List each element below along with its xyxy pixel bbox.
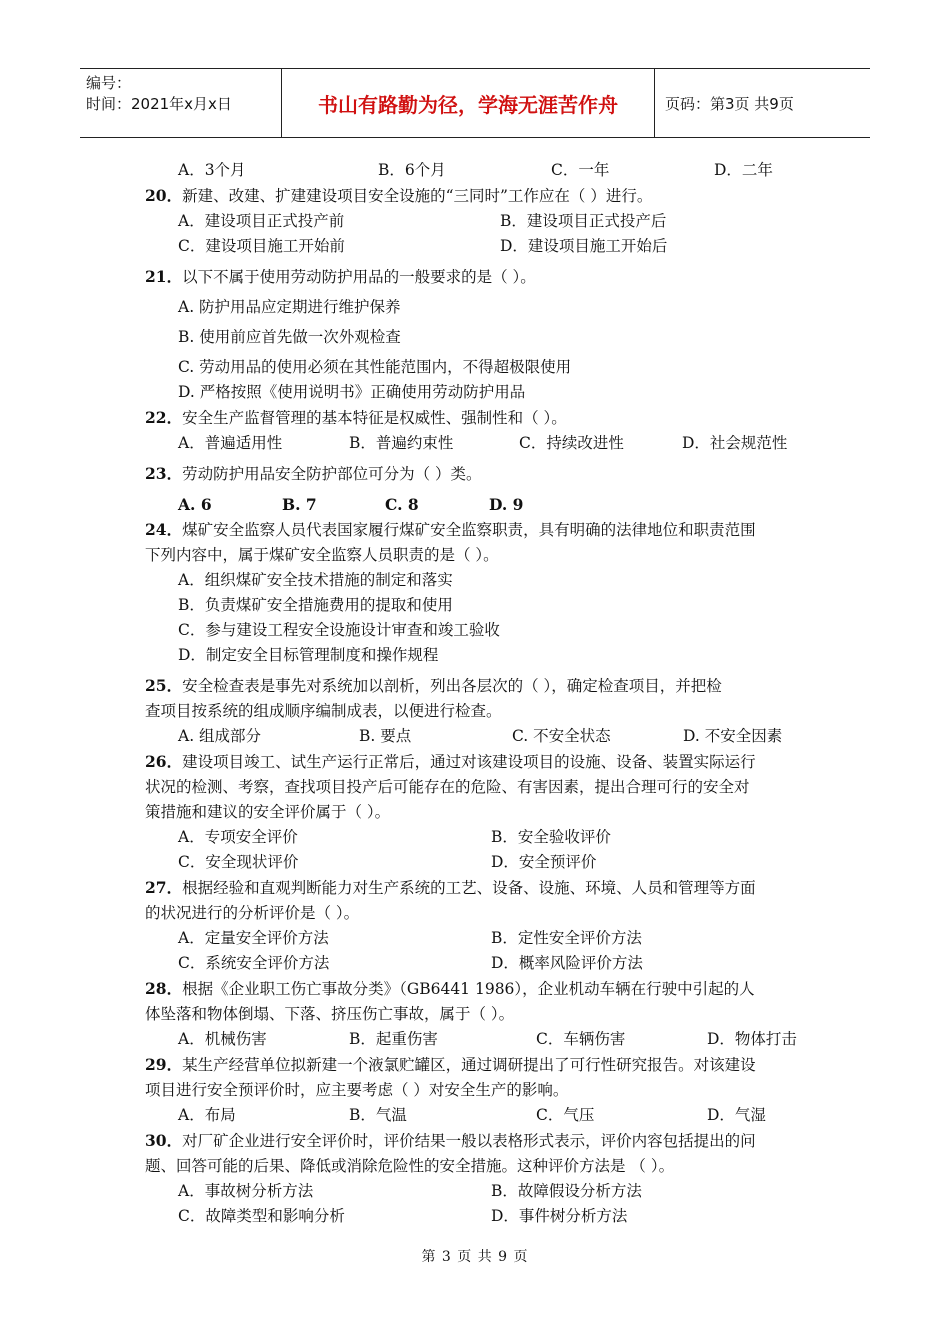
question-text: 建设项目竣工、试生产运行正常后，通过对该建设项目的设施、设备、装置实际运行 bbox=[182, 753, 756, 771]
q26-options-row2 bbox=[145, 850, 815, 875]
document-date: 时间：2021年x月x日 bbox=[86, 95, 232, 113]
option-c: C．一年 bbox=[551, 161, 610, 179]
option-a: A．普遍适用性 bbox=[178, 434, 283, 452]
document-number-label: 编号： bbox=[86, 74, 132, 92]
q25-stem-line2: 查项目按系统的组成顺序编制成表，以便进行检查。 bbox=[145, 702, 502, 720]
option-b: B．气温 bbox=[349, 1106, 407, 1124]
q26-stem-line3: 策措施和建议的安全评价属于（ ）。 bbox=[145, 803, 391, 821]
q24-stem-line1 bbox=[145, 517, 815, 543]
option-b: B．定性安全评价方法 bbox=[491, 929, 642, 947]
option-c: C．气压 bbox=[536, 1106, 595, 1124]
option-a: A．机械伤害 bbox=[178, 1030, 267, 1048]
q20-options-row1 bbox=[145, 209, 815, 234]
q28-stem-line1 bbox=[145, 976, 815, 1002]
question-list bbox=[145, 158, 815, 1229]
q29-options bbox=[145, 1103, 815, 1128]
q24-option-a: A．组织煤矿安全技术措施的制定和落实 bbox=[178, 571, 453, 589]
question-number: 20． bbox=[145, 186, 183, 205]
question-text: 安全生产监督管理的基本特征是权威性、强制性和（ ）。 bbox=[182, 409, 567, 427]
q21-option-c: C. 劳动用品的使用必须在其性能范围内，不得超极限使用 bbox=[178, 358, 572, 376]
page-footer: 第 3 页 共 9 页 bbox=[421, 1249, 529, 1265]
option-a: A．事故树分析方法 bbox=[178, 1182, 314, 1200]
question-text: 根据《企业职工伤亡事故分类》（GB6441 1986），企业机动车辆在行驶中引起的人 bbox=[182, 980, 755, 998]
header-motto: 书山有路勤为径，学海无涯苦作舟 bbox=[282, 69, 655, 137]
option-d: D．气湿 bbox=[707, 1106, 766, 1124]
option-d: D. 不安全因素 bbox=[683, 727, 783, 745]
option-a: A．布局 bbox=[178, 1106, 236, 1124]
option-b: B．安全验收评价 bbox=[491, 828, 611, 846]
option-d: D．社会规范性 bbox=[682, 434, 788, 452]
q22-options bbox=[145, 431, 815, 456]
option-d: D．物体打击 bbox=[707, 1030, 797, 1048]
question-number: 22． bbox=[145, 408, 183, 427]
q19-options bbox=[145, 158, 815, 183]
option-c: C. 不安全状态 bbox=[512, 727, 611, 745]
q27-stem-line1 bbox=[145, 875, 815, 901]
question-text: 煤矿安全监察人员代表国家履行煤矿安全监察职责，具有明确的法律地位和职责范围 bbox=[182, 521, 756, 539]
question-number: 26． bbox=[145, 752, 183, 771]
option-b: B．6个月 bbox=[378, 161, 446, 179]
option-a: A. 6 bbox=[178, 495, 212, 514]
q22-stem bbox=[145, 405, 815, 431]
question-number: 23． bbox=[145, 464, 183, 483]
question-text: 根据经验和直观判断能力对生产系统的工艺、设备、设施、环境、人员和管理等方面 bbox=[182, 879, 756, 897]
option-b: B．建设项目正式投产后 bbox=[500, 212, 667, 230]
q28-stem-line2: 体坠落和物体倒塌、下落、挤压伤亡事故，属于（ ）。 bbox=[145, 1005, 515, 1023]
q26-stem-line2: 状况的检测、考察，查找项目投产后可能存在的危险、有害因素，提出合理可行的安全对 bbox=[145, 778, 750, 796]
question-number: 24． bbox=[145, 520, 183, 539]
option-d: D．安全预评价 bbox=[491, 853, 597, 871]
q30-options-row2 bbox=[145, 1204, 815, 1229]
question-number: 21． bbox=[145, 267, 183, 286]
option-d: D．建设项目施工开始后 bbox=[500, 237, 668, 255]
q27-options-row2 bbox=[145, 951, 815, 976]
page-header bbox=[80, 68, 870, 138]
q24-stem-line2: 下列内容中，属于煤矿安全监察人员职责的是（ ）。 bbox=[145, 546, 499, 564]
question-number: 25． bbox=[145, 676, 183, 695]
option-a: A．定量安全评价方法 bbox=[178, 929, 329, 947]
option-c: C．故障类型和影响分析 bbox=[178, 1207, 345, 1225]
q30-stem-line2: 题、回答可能的后果、降低或消除危险性的安全措施。这种评价方法是 （ ）。 bbox=[145, 1157, 675, 1175]
q21-option-a: A. 防护用品应定期进行维护保养 bbox=[178, 298, 401, 316]
q26-stem-line1 bbox=[145, 749, 815, 775]
option-c: C．系统安全评价方法 bbox=[178, 954, 330, 972]
q21-stem bbox=[145, 264, 815, 290]
header-meta bbox=[80, 69, 282, 137]
question-number: 28． bbox=[145, 979, 183, 998]
header-page-info: 页码：第3页 共9页 bbox=[665, 94, 794, 113]
q23-stem bbox=[145, 461, 815, 487]
question-text: 某生产经营单位拟新建一个液氯贮罐区，通过调研提出了可行性研究报告。对该建设 bbox=[182, 1056, 756, 1074]
option-c: C．建设项目施工开始前 bbox=[178, 237, 345, 255]
q27-stem-line2: 的状况进行的分析评价是（ ）。 bbox=[145, 904, 360, 922]
question-text: 安全检查表是事先对系统加以剖析，列出各层次的（ ），确定检查项目，并把检 bbox=[182, 677, 722, 695]
option-b: B．故障假设分析方法 bbox=[491, 1182, 642, 1200]
q23-options bbox=[145, 492, 815, 517]
q28-options bbox=[145, 1027, 815, 1052]
option-d: D．事件树分析方法 bbox=[491, 1207, 628, 1225]
q27-options-row1 bbox=[145, 926, 815, 951]
option-b: B．起重伤害 bbox=[349, 1030, 438, 1048]
option-b: B．普遍约束性 bbox=[349, 434, 454, 452]
option-d: D．二年 bbox=[714, 161, 773, 179]
q25-options bbox=[145, 724, 815, 749]
question-text: 新建、改建、扩建建设项目安全设施的“三同时”工作应在（ ）进行。 bbox=[182, 187, 653, 205]
q24-option-c: C．参与建设工程安全设施设计审查和竣工验收 bbox=[178, 621, 500, 639]
q24-option-d: D．制定安全目标管理制度和操作规程 bbox=[178, 646, 439, 664]
question-number: 29． bbox=[145, 1055, 183, 1074]
q29-stem-line1 bbox=[145, 1052, 815, 1078]
option-b: B. 7 bbox=[282, 495, 317, 514]
option-d: D. 9 bbox=[489, 495, 524, 514]
option-a: A．3个月 bbox=[178, 161, 246, 179]
option-b: B. 要点 bbox=[359, 727, 412, 745]
option-d: D．概率风险评价方法 bbox=[491, 954, 643, 972]
q21-option-d: D. 严格按照《使用说明书》正确使用劳动防护用品 bbox=[178, 383, 526, 401]
option-c: C．车辆伤害 bbox=[536, 1030, 626, 1048]
question-number: 30． bbox=[145, 1131, 183, 1150]
q25-stem-line1 bbox=[145, 673, 815, 699]
option-c: C．持续改进性 bbox=[519, 434, 624, 452]
option-a: A．建设项目正式投产前 bbox=[178, 212, 345, 230]
q20-stem bbox=[145, 183, 815, 209]
option-a: A．专项安全评价 bbox=[178, 828, 298, 846]
q30-stem-line1 bbox=[145, 1128, 815, 1154]
question-text: 对厂矿企业进行安全评价时，评价结果一般以表格形式表示，评价内容包括提出的问 bbox=[182, 1132, 756, 1150]
option-c: C. 8 bbox=[385, 495, 419, 514]
question-text: 以下不属于使用劳动防护用品的一般要求的是（ ）。 bbox=[182, 268, 536, 286]
q29-stem-line2: 项目进行安全预评价时，应主要考虑（ ）对安全生产的影响。 bbox=[145, 1081, 569, 1099]
q21-option-b: B. 使用前应首先做一次外观检查 bbox=[178, 328, 401, 346]
q30-options-row1 bbox=[145, 1179, 815, 1204]
q26-options-row1 bbox=[145, 825, 815, 850]
question-text: 劳动防护用品安全防护部位可分为（ ）类。 bbox=[182, 465, 482, 483]
q20-options-row2 bbox=[145, 234, 815, 259]
q24-option-b: B．负责煤矿安全措施费用的提取和使用 bbox=[178, 596, 453, 614]
option-c: C．安全现状评价 bbox=[178, 853, 299, 871]
option-a: A. 组成部分 bbox=[178, 727, 262, 745]
question-number: 27． bbox=[145, 878, 183, 897]
